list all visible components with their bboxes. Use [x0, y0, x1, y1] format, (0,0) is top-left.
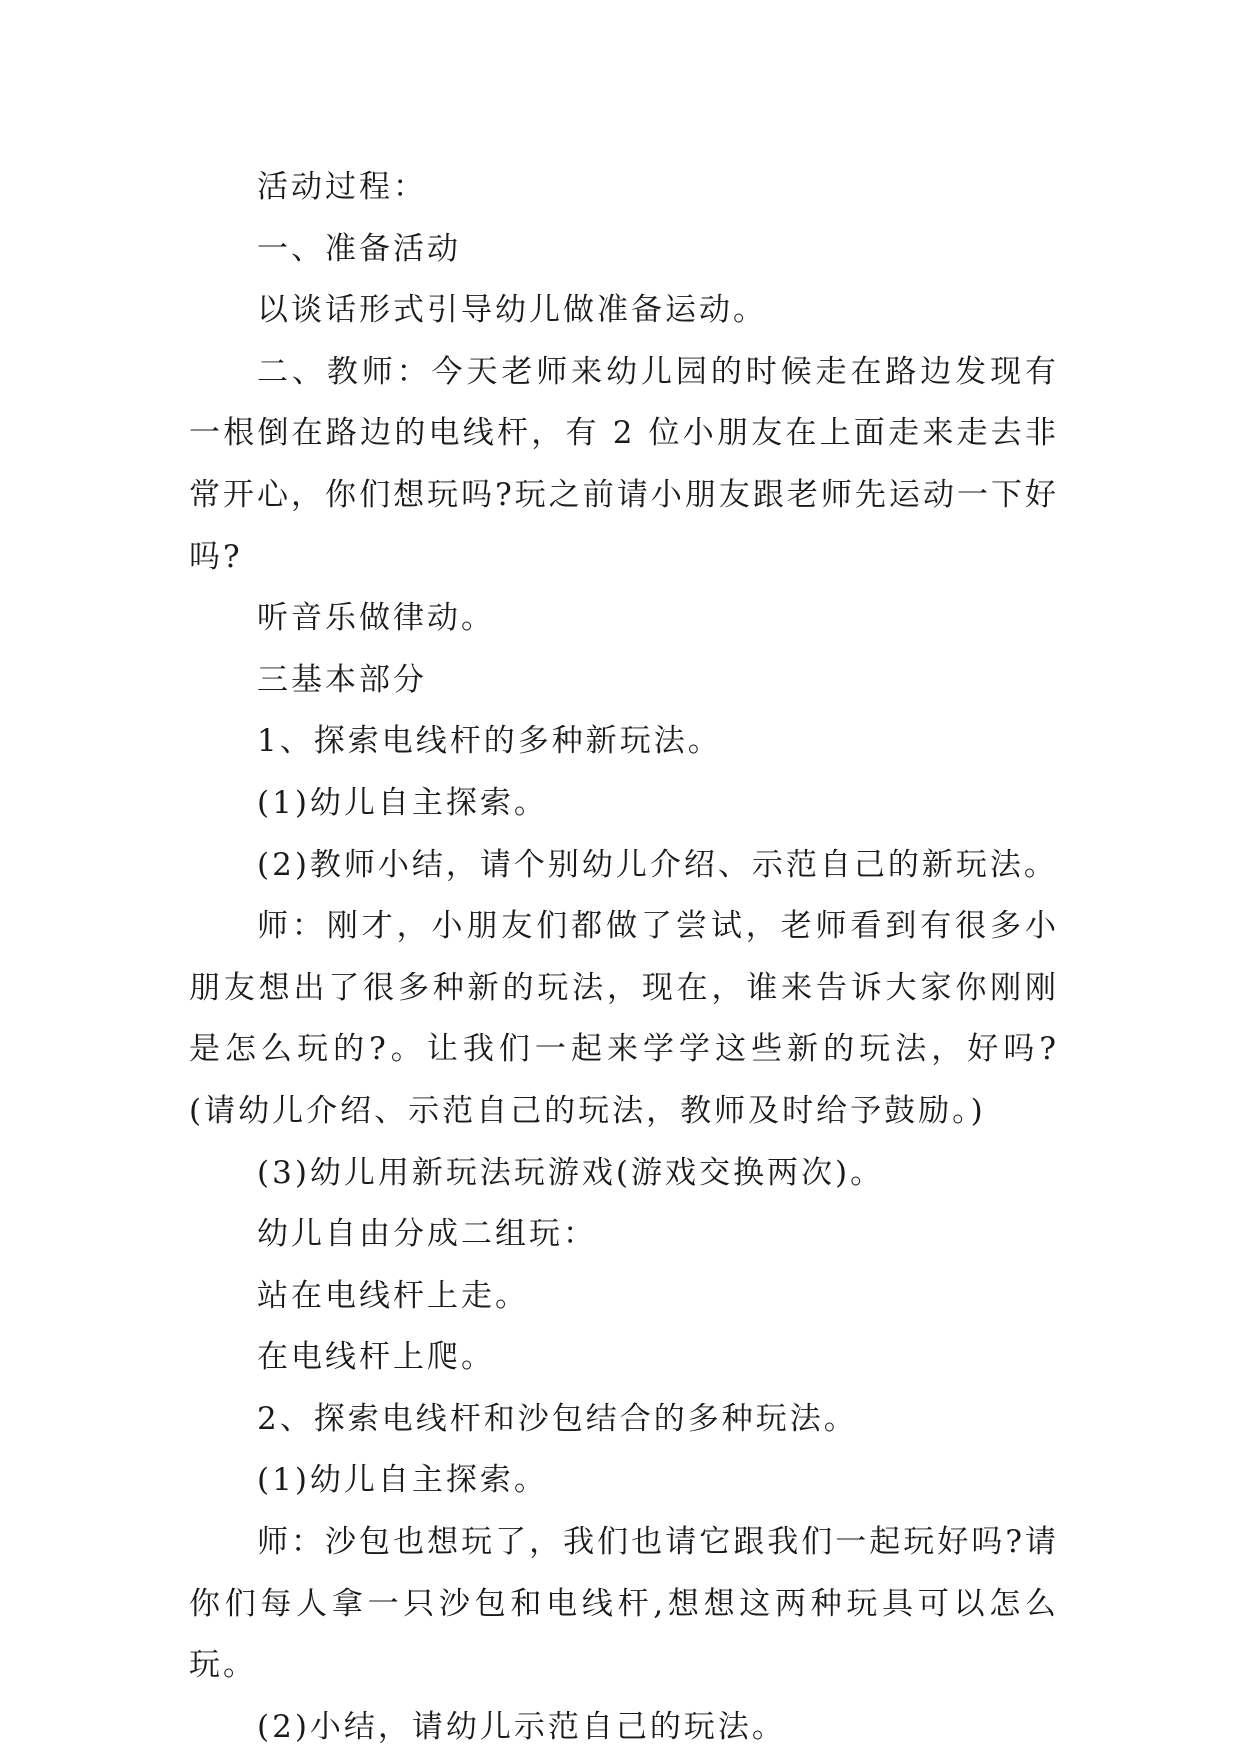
- paragraph-teacher-intro: 二、教师：今天老师来幼儿园的时候走在路边发现有一根倒在路边的电线杆，有 2 位小朋友在上面走来走去非常开心，你们想玩吗?玩之前请小朋友跟老师先运动一下好吗?: [189, 353, 1059, 575]
- paragraph-step-2-item-2: (2)小结，请幼儿示范自己的玩法。: [257, 1708, 786, 1745]
- paragraph-music-rhythm: 听音乐做律动。: [257, 600, 495, 637]
- paragraph-step-1-item-2: (2)教师小结，请个别幼儿介绍、示范自己的新玩法。: [257, 846, 1058, 883]
- paragraph-step-2-heading: 2、探索电线杆和沙包结合的多种玩法。: [257, 1400, 858, 1437]
- document-body: [189, 157, 1059, 1758]
- paragraph-step-1-heading: 1、探索电线杆的多种新玩法。: [257, 723, 722, 760]
- paragraph-basic-section-heading: 三基本部分: [257, 661, 427, 698]
- paragraph-group-play: 幼儿自由分成二组玩：: [257, 1216, 597, 1253]
- paragraph-step-1-item-3: (3)幼儿用新玩法玩游戏(游戏交换两次)。: [257, 1154, 885, 1191]
- paragraph-activity-process: 活动过程：: [257, 169, 427, 205]
- paragraph-step-1-item-1: (1)幼儿自主探索。: [257, 784, 548, 821]
- paragraph-teacher-summary: 师：刚才，小朋友们都做了尝试，老师看到有很多小朋友想出了很多种新的玩法，现在，谁来告诉大家你刚刚是怎么玩的?。让我们一起来学学这些新的玩法，好吗?(请幼儿介绍、示范自己的玩法，教师及时给予鼓励。): [189, 908, 1059, 1129]
- paragraph-crawl-on-pole: 在电线杆上爬。: [257, 1339, 495, 1376]
- paragraph-walk-on-pole: 站在电线杆上走。: [257, 1277, 529, 1314]
- paragraph-step-2-item-1: (1)幼儿自主探索。: [257, 1462, 548, 1499]
- paragraph-preparation-heading: 一、准备活动: [257, 230, 461, 267]
- paragraph-teacher-sandbag: 师：沙包也想玩了，我们也请它跟我们一起玩好吗?请你们每人拿一只沙包和电线杆,想想这两种玩具可以怎么玩。: [189, 1524, 1059, 1684]
- paragraph-preparation-text: 以谈话形式引导幼儿做准备运动。: [257, 292, 767, 329]
